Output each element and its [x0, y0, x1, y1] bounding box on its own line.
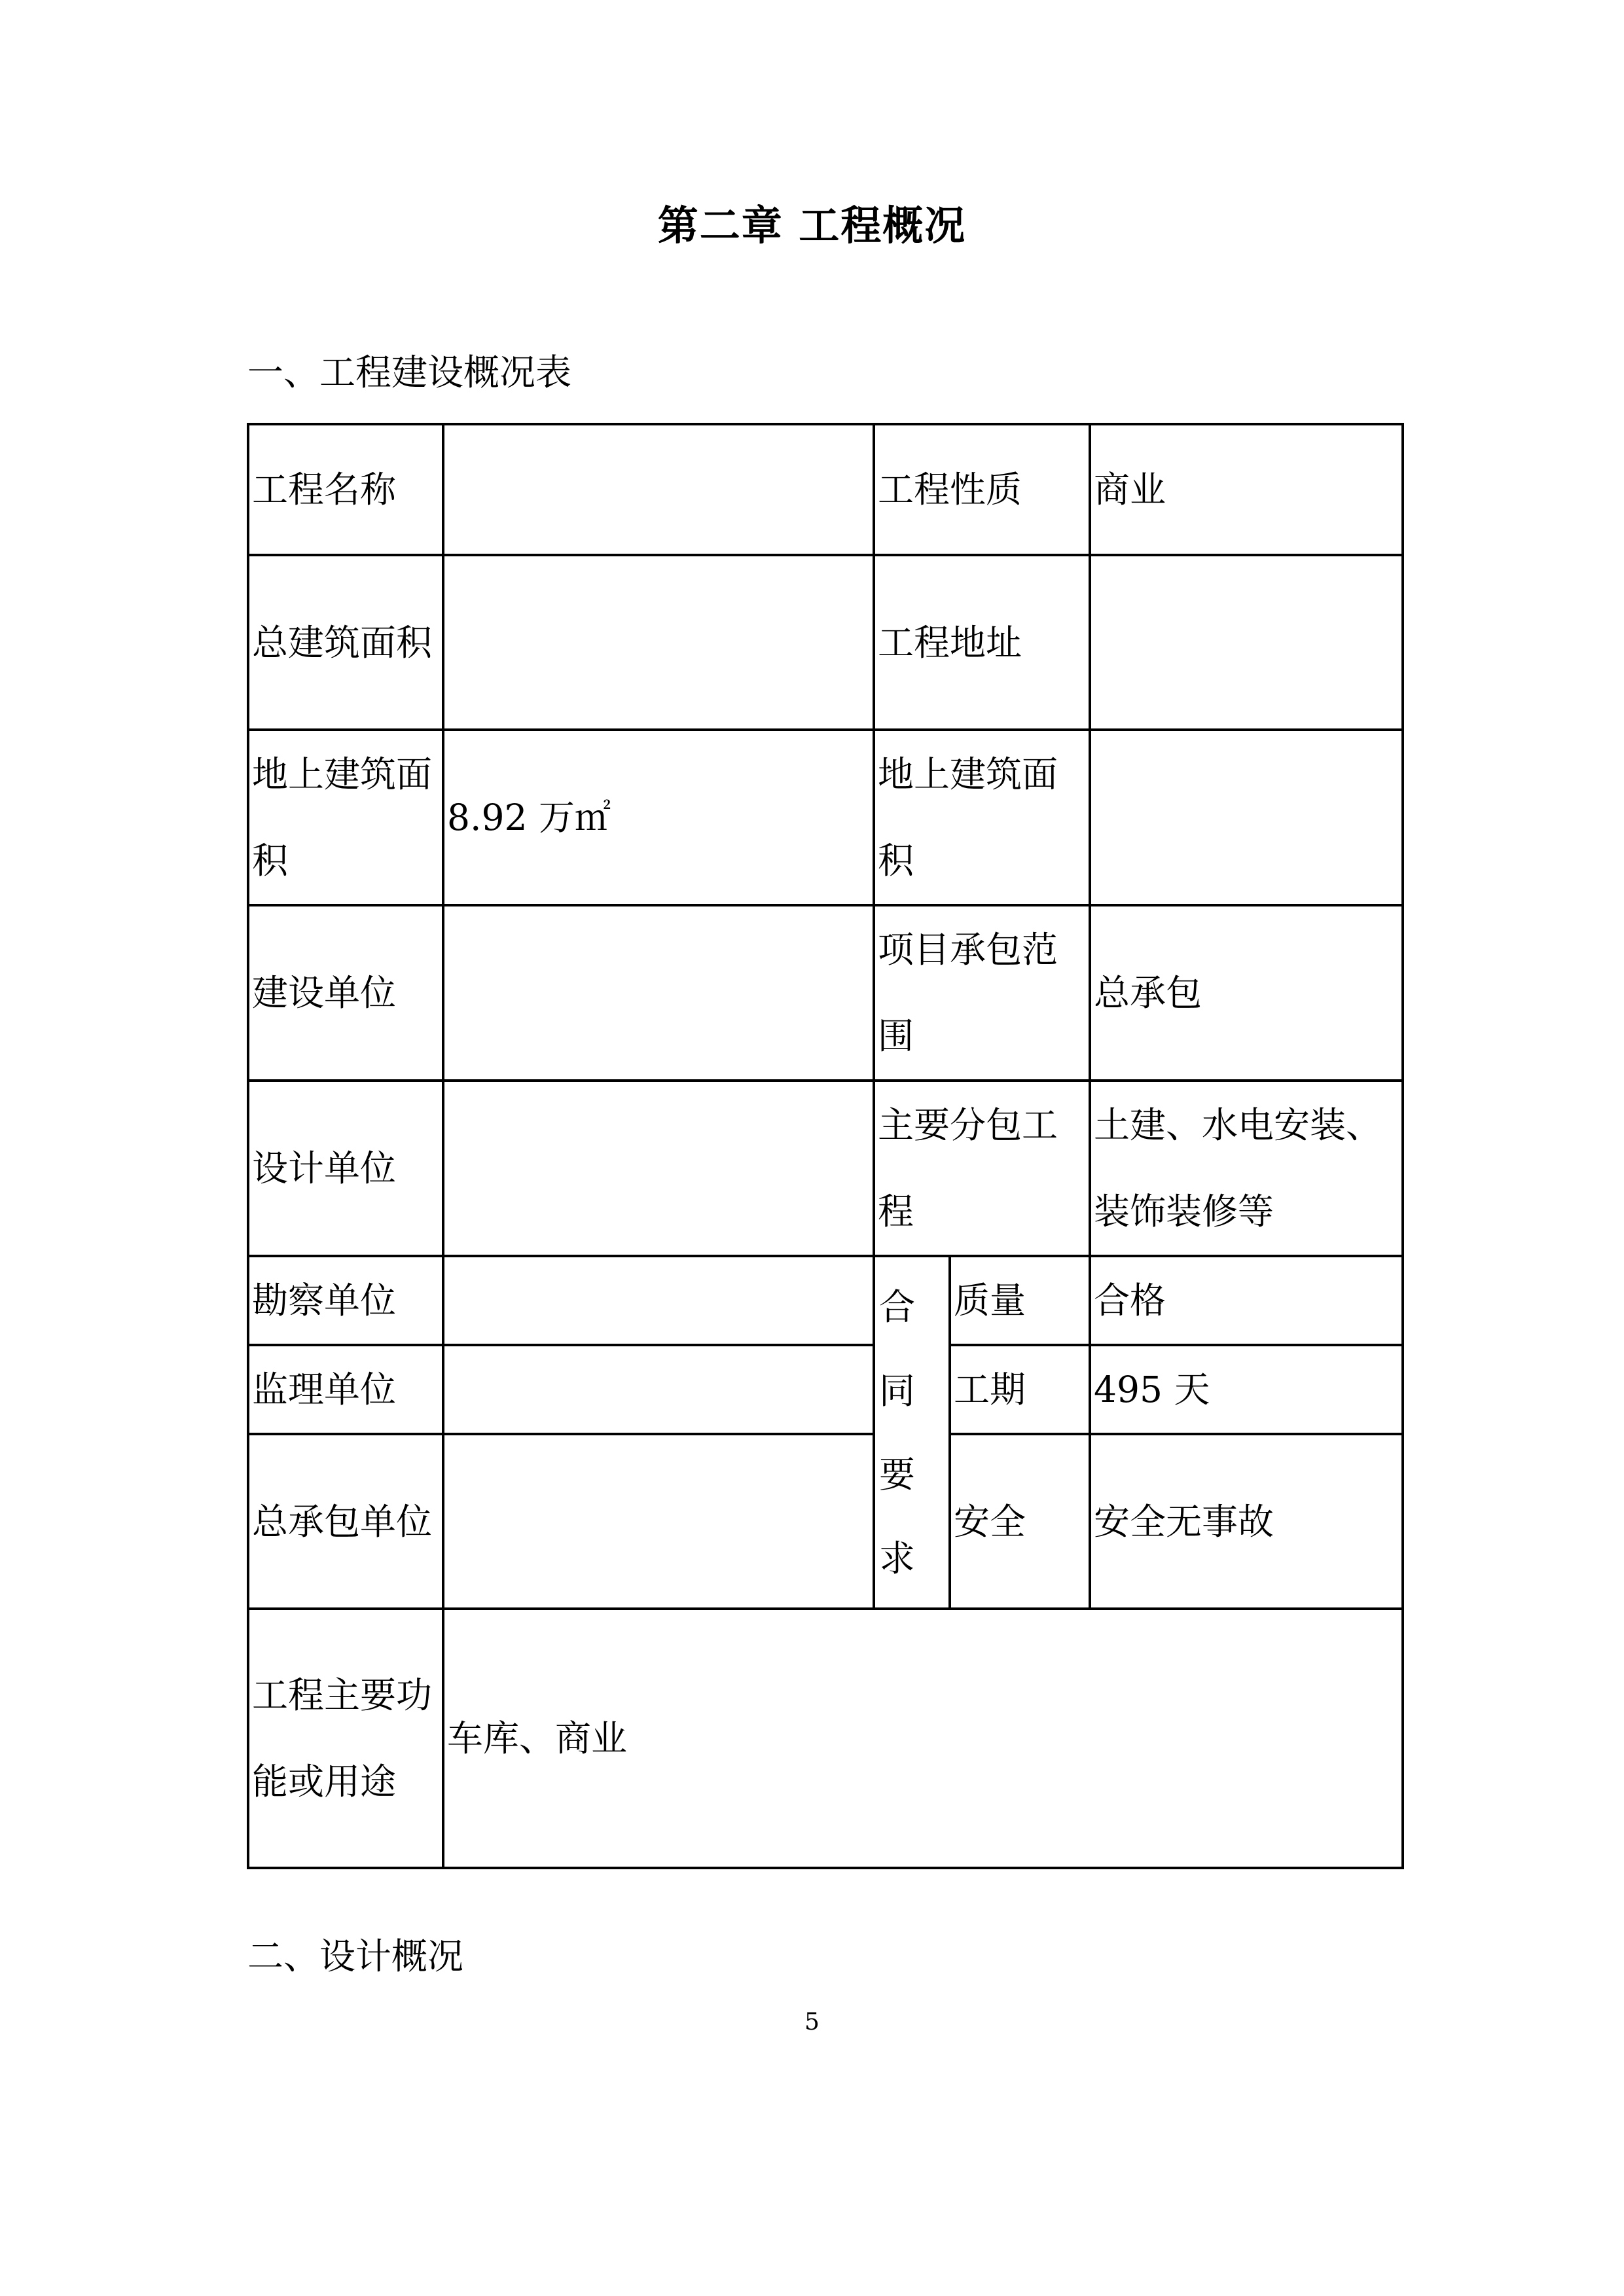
quality-value: 合格 — [1090, 1256, 1403, 1345]
design-unit-value — [443, 1081, 874, 1256]
project-name-value — [443, 424, 874, 555]
above-ground-area-label: 地上建筑面积 — [248, 730, 443, 905]
page-number: 5 — [804, 2009, 820, 2036]
above-ground-area-value-2 — [1090, 730, 1403, 905]
main-function-label: 工程主要功能或用途 — [248, 1609, 443, 1868]
safety-value: 安全无事故 — [1090, 1434, 1403, 1609]
safety-label: 安全 — [950, 1434, 1090, 1609]
table-row — [248, 1609, 1403, 1868]
above-ground-area-label-2: 地上建筑面积 — [874, 730, 1090, 905]
table-row — [248, 905, 1403, 1081]
contract-scope-label: 项目承包范围 — [874, 905, 1090, 1081]
construction-unit-label: 建设单位 — [248, 905, 443, 1081]
section-heading-design-overview: 二、设计概况 — [247, 1935, 464, 1977]
general-contractor-value — [443, 1434, 874, 1609]
main-function-value: 车库、商业 — [443, 1609, 1403, 1868]
project-nature-label: 工程性质 — [874, 424, 1090, 555]
general-contractor-label: 总承包单位 — [248, 1434, 443, 1609]
table-row — [248, 1434, 1403, 1609]
supervision-unit-label: 监理单位 — [248, 1345, 443, 1434]
design-unit-label: 设计单位 — [248, 1081, 443, 1256]
table-row — [248, 1345, 1403, 1434]
survey-unit-value — [443, 1256, 874, 1345]
project-overview-table — [247, 423, 1404, 1869]
table-row — [248, 1256, 1403, 1345]
contract-scope-value: 总承包 — [1090, 905, 1403, 1081]
table-row — [248, 555, 1403, 730]
duration-label: 工期 — [950, 1345, 1090, 1434]
table-row — [248, 424, 1403, 555]
subcontract-label: 主要分包工程 — [874, 1081, 1090, 1256]
table-row — [248, 1081, 1403, 1256]
project-nature-value: 商业 — [1090, 424, 1403, 555]
section-heading-overview-table: 一、工程建设概况表 — [247, 351, 572, 393]
address-value — [1090, 555, 1403, 730]
duration-value: 495 天 — [1090, 1345, 1403, 1434]
quality-label: 质量 — [950, 1256, 1090, 1345]
table-row — [248, 730, 1403, 905]
above-ground-area-value: 8.92 万㎡ — [443, 730, 874, 905]
chapter-title: 第二章 工程概况 — [657, 202, 967, 249]
subcontract-value: 土建、水电安装、装饰装修等 — [1090, 1081, 1403, 1256]
address-label: 工程地址 — [874, 555, 1090, 730]
contract-requirements-label: 合同要求 — [874, 1256, 950, 1609]
supervision-unit-value — [443, 1345, 874, 1434]
total-area-value — [443, 555, 874, 730]
construction-unit-value — [443, 905, 874, 1081]
survey-unit-label: 勘察单位 — [248, 1256, 443, 1345]
total-area-label: 总建筑面积 — [248, 555, 443, 730]
project-name-label: 工程名称 — [248, 424, 443, 555]
